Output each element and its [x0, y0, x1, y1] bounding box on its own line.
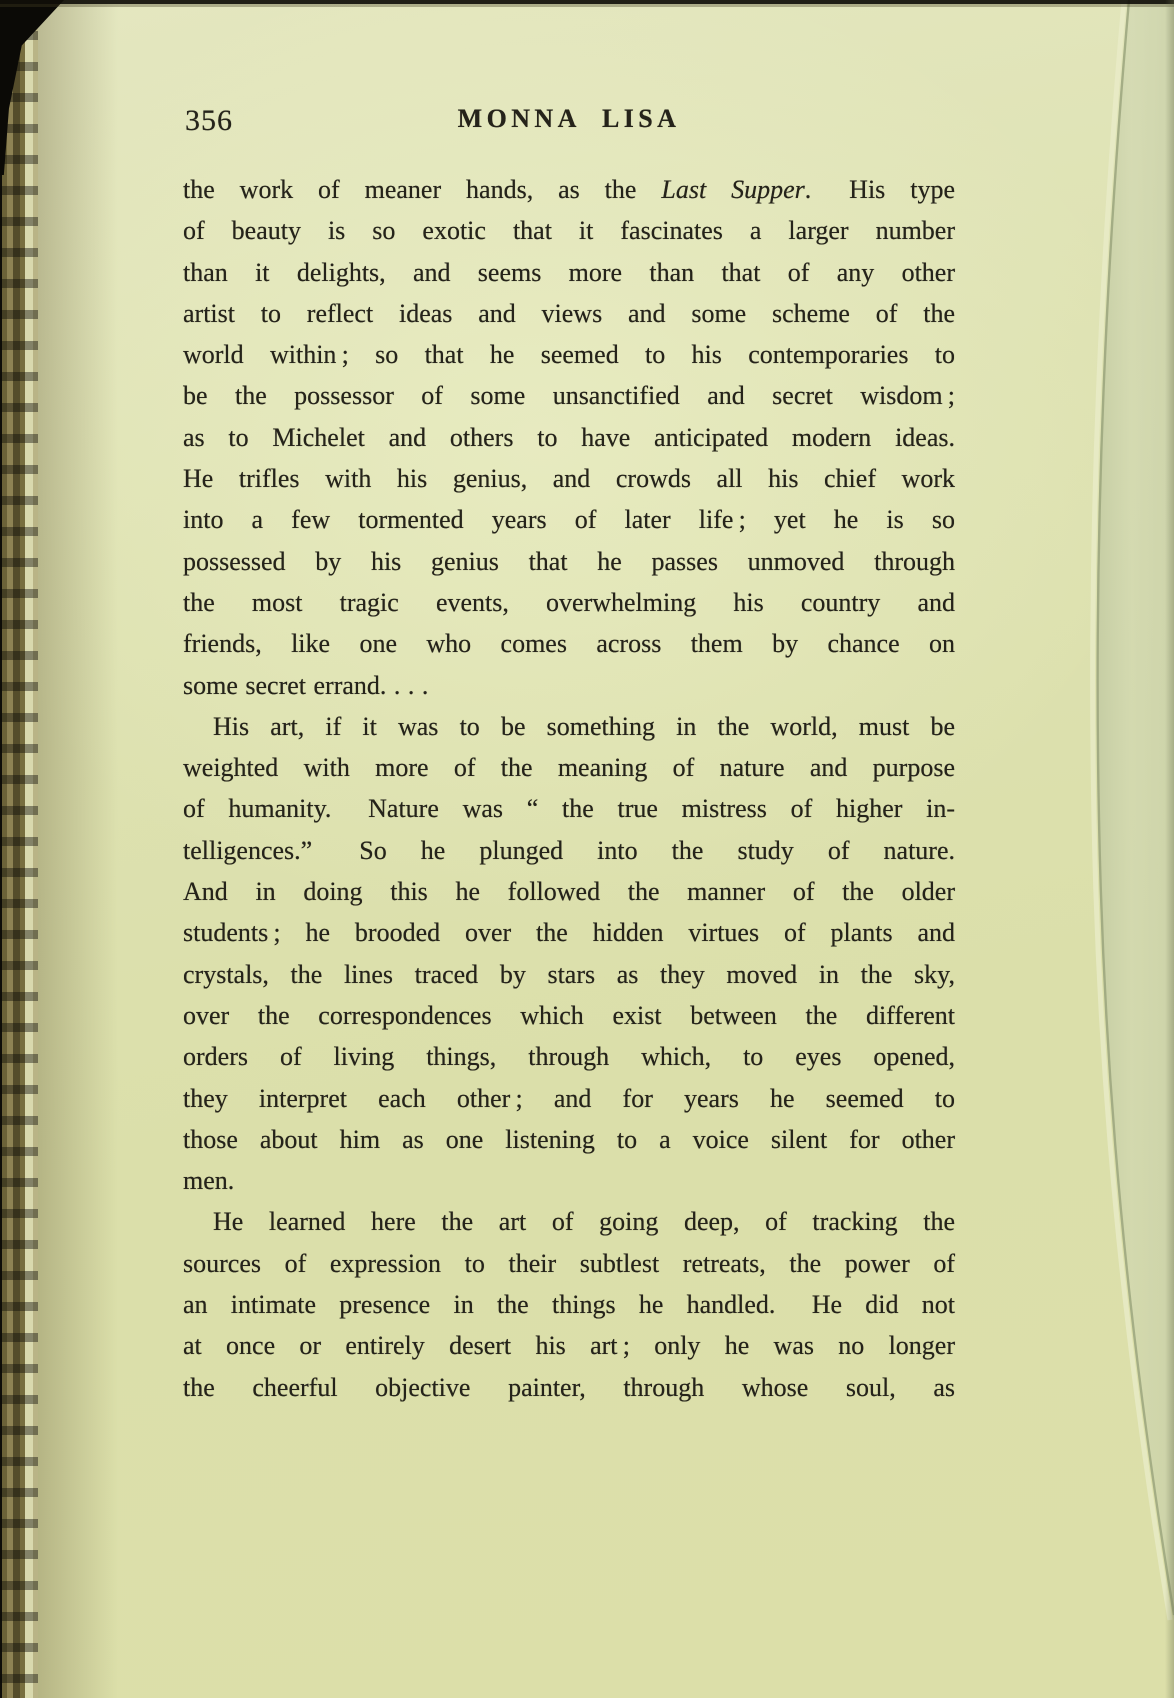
text-segment: . His type [804, 175, 955, 204]
text-segment: as to Michelet and others to have anticipated modern ideas. [183, 422, 955, 452]
text-segment: of beauty is so exotic that it fascinates a larger number [183, 216, 955, 246]
text-segment: He learned here the art of going deep, of tracking the [213, 1207, 955, 1237]
text-segment: be the possessor of some unsanctified and secret wisdom ; [183, 381, 955, 411]
text-segment: His art, if it was to be something in the world, must be [213, 711, 955, 741]
top-page-edge [0, 0, 1174, 7]
text-line [183, 830, 955, 871]
running-head-title: MONNA LISA [457, 104, 681, 133]
text-column [183, 104, 955, 1408]
paragraph [183, 706, 955, 1202]
text-segment: than it delights, and seems more than that of any other [183, 257, 955, 287]
paragraph [183, 169, 955, 706]
text-segment: crystals, the lines traced by stars as they moved in the sky, [183, 959, 955, 989]
text-segment: an intimate presence in the things he handled. He did not [183, 1290, 955, 1320]
text-line [183, 417, 955, 458]
text-line [183, 747, 955, 788]
text-line [183, 1036, 955, 1077]
text-line [183, 1078, 955, 1119]
text-line [183, 706, 955, 747]
text-segment: over the correspondences which exist between the different [183, 1000, 955, 1030]
text-segment: sources of expression to their subtlest retreats, the power of [183, 1248, 955, 1278]
text-line [183, 169, 955, 210]
page-number: 356 [185, 104, 233, 137]
text-segment: men. [183, 1166, 235, 1196]
text-line [183, 293, 955, 334]
paragraph [183, 1201, 955, 1407]
text-segment: they interpret each other ; and for years he seemed to [183, 1083, 955, 1113]
spine-shadow [38, 0, 118, 1698]
page-header [183, 104, 955, 146]
text-line [183, 1367, 955, 1408]
text-line [183, 210, 955, 251]
text-line [183, 375, 955, 416]
text-segment: He trifles with his genius, and crowds all his chief work [183, 464, 955, 494]
text-segment: telligences.” So he plunged into the study of nature. [183, 835, 955, 865]
text-line [183, 912, 955, 953]
text-line [183, 995, 955, 1036]
text-line [183, 458, 955, 499]
text-line [183, 871, 955, 912]
text-segment: into a few tormented years of later life ; yet he is so [183, 505, 955, 535]
text-segment: students ; he brooded over the hidden virtues of plants and [183, 918, 955, 948]
text-segment: of humanity. Nature was “ the true mistress of higher in- [183, 794, 955, 824]
text-line [183, 1201, 955, 1242]
text-line [183, 582, 955, 623]
text-segment: at once or entirely desert his art ; only he was no longer [183, 1331, 955, 1361]
text-segment: friends, like one who comes across them by chance on [183, 629, 955, 659]
text-line [183, 1325, 955, 1366]
right-page-edge [1165, 0, 1174, 1698]
text-segment: those about him as one listening to a voice silent for other [183, 1124, 955, 1154]
text-line [183, 499, 955, 540]
text-line [183, 623, 955, 664]
text-line [183, 252, 955, 293]
text-line [183, 1160, 955, 1201]
text-segment: artist to reflect ideas and views and some scheme of the [183, 298, 955, 328]
text-segment: the cheerful objective painter, through whose soul, as [183, 1372, 955, 1402]
text-line [183, 541, 955, 582]
text-line [183, 1119, 955, 1160]
text-line [183, 334, 955, 375]
text-segment: the most tragic events, overwhelming his country and [183, 587, 955, 617]
text-line [183, 788, 955, 829]
text-segment: possessed by his genius that he passes unmoved through [183, 546, 955, 576]
body-text [183, 169, 955, 1408]
text-line [183, 1284, 955, 1325]
text-segment: some secret errand. . . . [183, 670, 429, 700]
text-segment: the work of meaner hands, as the [183, 175, 662, 204]
text-segment: And in doing this he followed the manner of the older [183, 877, 955, 907]
text-line [183, 665, 955, 706]
page-edges-strip [0, 0, 38, 1698]
text-line [183, 954, 955, 995]
italic-text: Last Supper [661, 175, 805, 204]
text-segment: orders of living things, through which, to eyes opened, [183, 1042, 955, 1072]
text-segment: world within ; so that he seemed to his contemporaries to [183, 340, 955, 370]
text-line [183, 1243, 955, 1284]
text-segment: weighted with more of the meaning of nature and purpose [183, 753, 955, 783]
